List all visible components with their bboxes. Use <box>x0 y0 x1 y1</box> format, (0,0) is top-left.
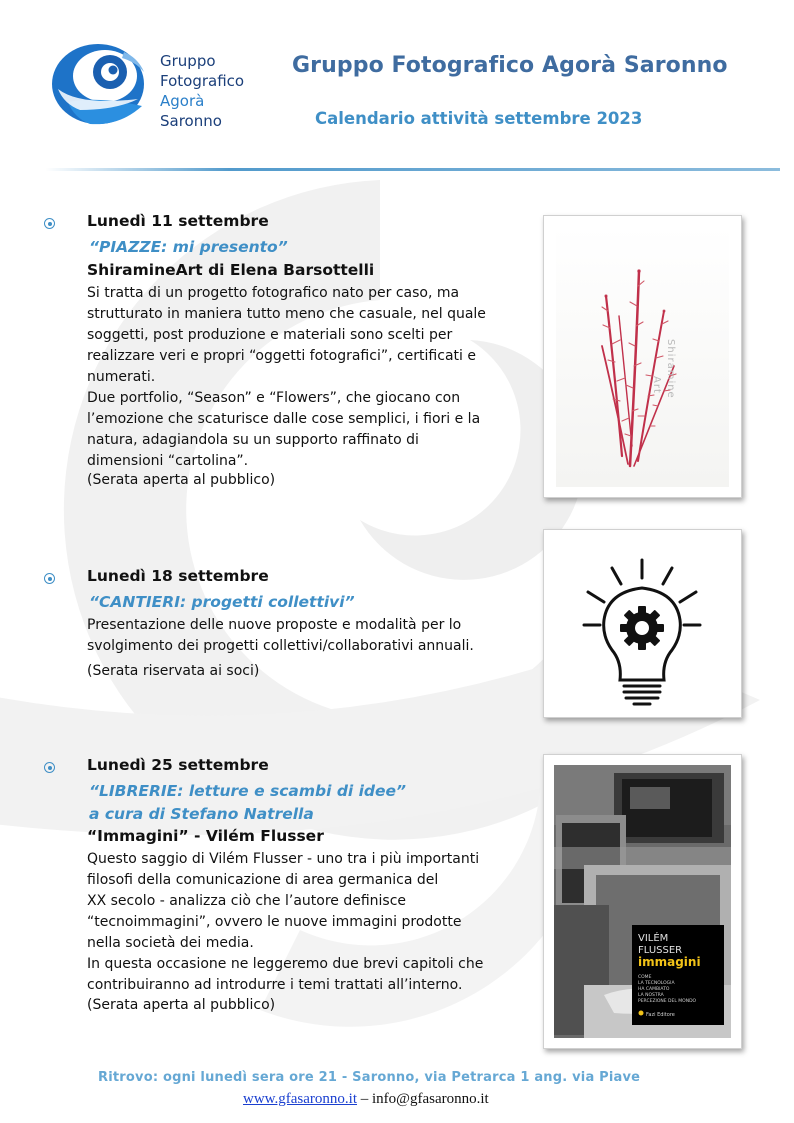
contact-line <box>243 1091 489 1108</box>
artwork-label: Art <box>651 376 662 394</box>
meeting-info: Ritrovo: ogni lunedì sera ore 21 - Saronno, via Petrarca 1 ang. via Piave <box>98 1070 641 1085</box>
publisher-logo-icon <box>639 1011 644 1016</box>
bullet-icon <box>44 218 55 229</box>
book-publisher: Fazi Editore <box>646 1012 675 1018</box>
logo-line: Agorà <box>160 92 205 110</box>
event-speaker: “Immagini” - Vilém Flusser <box>87 827 324 845</box>
event-date: Lunedì 11 settembre <box>87 212 269 230</box>
event-note: (Serata aperta al pubblico) <box>87 997 276 1013</box>
event-image-lightbulb <box>543 529 742 718</box>
page-subtitle: Calendario attività settembre 2023 <box>315 109 643 128</box>
contact-separator: – <box>357 1091 373 1107</box>
lightbulb-gear-icon <box>544 530 741 717</box>
website-link[interactable]: www.gfasaronno.it <box>243 1091 358 1107</box>
event-date: Lunedì 25 settembre <box>87 756 269 774</box>
email-text[interactable]: info@gfasaronno.it <box>372 1091 489 1107</box>
book-author: VILÉM <box>638 933 669 944</box>
book-subtitle: HA CAMBIATO <box>638 987 670 992</box>
book-author: FLUSSER <box>638 945 683 956</box>
logo-line: Saronno <box>160 112 222 130</box>
book-subtitle: COME <box>638 975 652 980</box>
event-curator: a cura di Stefano Natrella <box>89 805 314 823</box>
event-image-shiramine <box>543 215 742 498</box>
event-description: Questo saggio di Vilém Flusser - uno tra i più importanti filosofi della comunicazione di area germanica del XX secolo - analizza ciò che l’autore definisce “tecnoimmagini”, ovvero le nuove immagini prodotte nella società dei media. In questa occasione ne leggeremo due brevi capitoli che contribuiranno ad introdurre i temi trattati all’interno. <box>87 851 484 993</box>
logo-text <box>160 51 244 131</box>
bullet-icon <box>44 573 55 584</box>
event-note: (Serata aperta al pubblico) <box>87 472 276 488</box>
event-theme: “LIBRERIE: letture e scambi di idee” <box>89 782 407 800</box>
logo-line: Fotografico <box>160 72 245 90</box>
event-image-book-cover <box>543 754 742 1049</box>
bullet-icon <box>44 762 55 773</box>
event-description: Presentazione delle nuove proposte e modalità per lo svolgimento dei progetti collettivi/collaborativi annuali. <box>87 617 474 654</box>
book-subtitle: LA NOSTRA <box>638 993 664 998</box>
book-subtitle: LA TECNOLOGIA <box>638 981 675 986</box>
event-description: Si tratta di un progetto fotografico nato per caso, ma strutturato in maniera tutto meno che casuale, nel quale soggetti, post produzione e materiali sono scelti per realizzare veri e propri “oggetti fotografici”, certificati e numerati. Due portfolio, “Season” e “Flowers”, che giocano con l’emozione che scaturisce dalle cose semplici, i fiori e la natura, adagiandola su un supporto raffinato di dimensioni “cartolina”. <box>87 285 486 469</box>
book-cover <box>544 755 741 1048</box>
event-date: Lunedì 18 settembre <box>87 567 269 585</box>
book-title: immagini <box>638 955 701 969</box>
event-speaker: ShiramineArt di Elena Barsottelli <box>87 261 375 279</box>
header-divider <box>45 168 780 171</box>
logo-line: Gruppo <box>160 52 216 70</box>
gfa-logo <box>50 44 158 128</box>
event-theme: “PIAZZE: mi presento” <box>89 238 288 256</box>
page-title: Gruppo Fotografico Agorà Saronno <box>292 53 728 78</box>
flower-artwork <box>544 216 741 497</box>
artwork-label: Shiramine <box>665 339 676 399</box>
event-note: (Serata riservata ai soci) <box>87 663 260 679</box>
event-theme: “CANTIERI: progetti collettivi” <box>89 593 355 611</box>
book-subtitle: PERCEZIONE DEL MONDO <box>638 999 697 1004</box>
